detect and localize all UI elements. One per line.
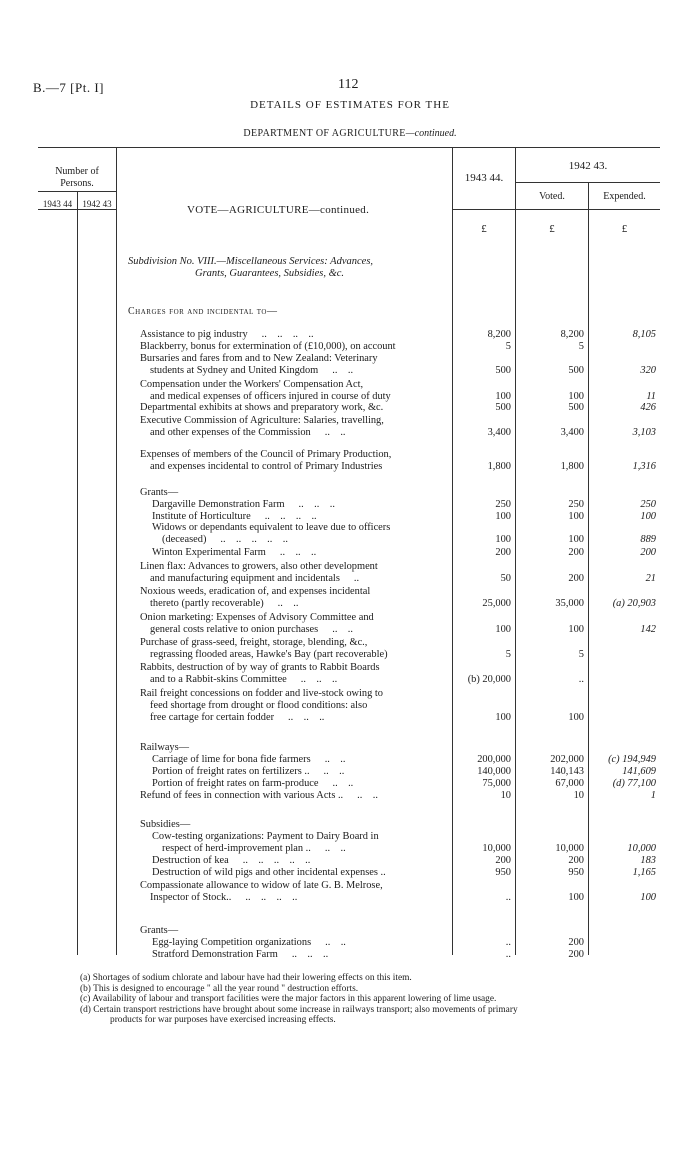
table-row — [0, 364, 700, 377]
voted-1942-43: 10,000 — [555, 843, 584, 854]
expended-1942-43: 8,105 — [632, 329, 656, 340]
voted-1942-43: 3,400 — [560, 427, 584, 438]
voted-1942-43: 950 — [568, 867, 584, 878]
expended-1942-43: 1,316 — [632, 461, 656, 472]
table-row — [0, 623, 700, 636]
voted-1942-43: 100 — [568, 391, 584, 402]
item-description — [140, 546, 457, 559]
footnote: (d) Certain transport restrictions have brought about some increase in railways transport; also movements of primary — [80, 1004, 518, 1015]
item-text: Refund of fees in connection with various Acts .. — [140, 790, 344, 801]
estimate-1943-44: 200 — [495, 547, 511, 558]
leader-dots: .. .. .. — [298, 499, 335, 510]
page-number: 112 — [338, 77, 359, 92]
expended-1942-43: 21 — [645, 573, 656, 584]
expended-header: Expended. — [603, 191, 646, 202]
table-row — [0, 546, 700, 559]
voted-1942-43: 200 — [568, 547, 584, 558]
leader-dots: .. .. — [323, 766, 345, 777]
leader-dots: .. .. — [324, 427, 346, 438]
leader-dots: .. .. .. .. — [245, 892, 298, 903]
item-text: Stratford Demonstration Farm — [152, 949, 278, 960]
item-text: regrassing flooded areas, Hawke's Bay (part recoverable) — [150, 649, 388, 660]
item-text: Institute of Horticulture — [152, 511, 251, 522]
leader-dots: .. .. — [325, 937, 346, 948]
item-text: and to a Rabbit-skins Committee — [150, 674, 287, 685]
table-row — [0, 789, 700, 802]
table-row — [0, 866, 700, 879]
voted-1942-43: .. — [578, 674, 584, 685]
item-text: and expenses incidental to control of Primary Industries — [150, 461, 383, 472]
table-row — [0, 891, 700, 904]
leader-dots: .. .. .. .. — [264, 511, 317, 522]
item-text: Departmental exhibits at shows and preparatory work, &c. — [140, 402, 384, 413]
item-text: free cartage for certain fodder — [150, 712, 275, 723]
table-row — [0, 648, 700, 661]
item-description — [140, 673, 455, 686]
leader-dots: .. .. .. .. .. — [242, 855, 311, 866]
estimate-1943-44: 500 — [495, 402, 511, 413]
item-text: general costs relative to onion purchases — [150, 624, 319, 635]
item-description — [140, 789, 445, 802]
item-text: Carriage of lime for bona fide farmers — [152, 754, 311, 765]
department-name: DEPARTMENT OF AGRICULTURE — [243, 128, 406, 139]
item-text: Railways— — [140, 742, 190, 753]
expended-1942-43: 11 — [646, 391, 656, 402]
leader-dots: .. .. — [277, 598, 299, 609]
leader-dots: .. .. .. — [279, 547, 317, 558]
item-text: feed shortage from drought or flood conditions: also — [150, 700, 368, 711]
voted-1942-43: 67,000 — [555, 778, 584, 789]
leader-dots: .. .. — [324, 754, 346, 765]
estimate-1943-44: .. — [505, 949, 511, 960]
department-heading — [0, 128, 700, 139]
voted-1942-43: 100 — [568, 624, 584, 635]
item-description — [140, 460, 455, 473]
leader-dots: .. .. — [332, 624, 353, 635]
item-description — [140, 866, 457, 879]
leader-dots: .. — [353, 573, 360, 584]
item-text: Linen flax: Advances to growers, also other development — [140, 561, 378, 572]
estimate-1943-44: 5 — [505, 649, 511, 660]
item-text: and manufacturing equipment and incidentals — [150, 573, 340, 584]
estimate-1943-44: 200,000 — [477, 754, 511, 765]
expended-1942-43: 10,000 — [627, 843, 656, 854]
voted-1942-43: 100 — [568, 534, 584, 545]
estimate-1943-44: 3,400 — [487, 427, 511, 438]
item-text: Grants— — [140, 487, 179, 498]
item-text: Compensation under the Workers' Compensation Act, — [140, 379, 364, 390]
estimate-1943-44: 200 — [495, 855, 511, 866]
item-text: Onion marketing: Expenses of Advisory Committee and — [140, 612, 374, 623]
table-row — [0, 673, 700, 686]
voted-1942-43: 500 — [568, 365, 584, 376]
document-reference: B.—7 [Pt. I] — [33, 80, 104, 95]
item-text: Dargaville Demonstration Farm — [152, 499, 285, 510]
currency-current: £ — [481, 223, 487, 235]
leader-dots: .. .. .. — [300, 674, 338, 685]
expended-1942-43: (d) 77,100 — [612, 778, 656, 789]
expended-1942-43: 100 — [640, 511, 656, 522]
estimate-1943-44: 100 — [495, 511, 511, 522]
page-title: DETAILS OF ESTIMATES FOR THE — [250, 99, 450, 111]
voted-1942-43: 100 — [568, 511, 584, 522]
expended-1942-43: (a) 20,903 — [612, 598, 656, 609]
expended-1942-43: 889 — [640, 534, 656, 545]
estimate-1943-44: 10 — [500, 790, 511, 801]
expended-1942-43: 141,609 — [622, 766, 656, 777]
leader-dots: .. .. — [332, 778, 354, 789]
expended-1942-43: 1 — [650, 790, 656, 801]
item-text: Expenses of members of the Council of Primary Production, — [140, 449, 392, 460]
voted-1942-43: 200 — [568, 937, 584, 948]
voted-1942-43: 200 — [568, 855, 584, 866]
expended-1942-43: 250 — [640, 499, 656, 510]
estimate-1943-44: 100 — [495, 712, 511, 723]
estimate-1943-44: 100 — [495, 534, 511, 545]
item-text: Bursaries and fares from and to New Zealand: Veterinary — [140, 353, 378, 364]
item-description — [140, 891, 455, 904]
estimate-1943-44: 950 — [495, 867, 511, 878]
voted-1942-43: 100 — [568, 712, 584, 723]
item-text: Rail freight concessions on fodder and live-stock owing to — [140, 688, 383, 699]
item-text: and medical expenses of officers injured in course of duty — [150, 391, 391, 402]
item-text: Rabbits, destruction of by way of grants to Rabbit Boards — [140, 662, 380, 673]
item-text: Destruction of kea — [152, 855, 229, 866]
voted-1942-43: 1,800 — [560, 461, 584, 472]
estimate-1943-44: 100 — [495, 624, 511, 635]
item-text: Portion of freight rates on farm-produce — [152, 778, 319, 789]
expended-1942-43: 200 — [640, 547, 656, 558]
item-text: Subsidies— — [140, 819, 191, 830]
item-description — [140, 572, 455, 585]
voted-1942-43: 140,143 — [550, 766, 584, 777]
item-description — [140, 711, 455, 724]
item-description — [140, 401, 445, 414]
voted-1942-43: 5 — [578, 341, 584, 352]
estimate-1943-44: 5 — [505, 341, 511, 352]
leader-dots: .. .. .. — [291, 949, 329, 960]
item-text: students at Sydney and United Kingdom — [150, 365, 319, 376]
estimate-1943-44: .. — [505, 937, 511, 948]
footnote: (b) This is designed to encourage " all the year round " destruction efforts. — [80, 983, 359, 994]
currency-expended: £ — [621, 223, 628, 235]
item-text: Assistance to pig industry — [140, 329, 248, 340]
item-text: Widows or dependants equivalent to leave due to officers — [152, 522, 391, 533]
voted-1942-43: 202,000 — [550, 754, 584, 765]
footnote: (c) Availability of labour and transport facilities were the major factors in this apparent lowering of lime usage. — [80, 994, 497, 1004]
table-row — [0, 401, 700, 414]
voted-1942-43: 200 — [568, 573, 584, 584]
item-description — [140, 597, 455, 610]
item-text: Cow-testing organizations: Payment to Dairy Board in — [152, 831, 379, 842]
voted-1942-43: 35,000 — [555, 598, 584, 609]
leader-dots: .. .. .. — [288, 712, 325, 723]
voted-1942-43: 200 — [568, 949, 584, 960]
item-text: Egg-laying Competition organizations — [152, 937, 312, 948]
estimate-1943-44: 8,200 — [487, 329, 511, 340]
estimate-1943-44: .. — [505, 892, 511, 903]
currency-voted: £ — [549, 223, 555, 235]
estimate-1943-44: 25,000 — [482, 598, 511, 609]
item-text: and other expenses of the Commission — [150, 427, 311, 438]
department-suffix: —continued. — [405, 128, 457, 139]
item-description — [140, 533, 467, 546]
estimate-1943-44: 10,000 — [482, 843, 511, 854]
item-description — [140, 648, 455, 661]
expended-1942-43: 320 — [640, 365, 656, 376]
estimate-1943-44: 1,800 — [487, 461, 511, 472]
leader-dots: .. .. .. .. — [261, 329, 314, 340]
previous-year-header-rule — [515, 182, 660, 183]
persons-header-rule — [38, 191, 117, 192]
voted-1942-43: 10 — [573, 790, 584, 801]
item-text: Noxious weeds, eradication of, and expenses incidental — [140, 586, 371, 597]
persons-year-rule — [38, 209, 117, 210]
expended-1942-43: 3,103 — [632, 427, 656, 438]
item-description — [140, 948, 457, 961]
leader-dots: .. .. — [357, 790, 378, 801]
expended-1942-43: 1,165 — [632, 867, 656, 878]
table-row — [0, 711, 700, 724]
estimate-1943-44: 50 — [500, 573, 511, 584]
item-text: Purchase of grass-seed, freight, storage, blending, &c., — [140, 637, 368, 648]
persons-year-previous: 1942 43 — [82, 199, 112, 209]
estimate-1943-44: 250 — [495, 499, 511, 510]
item-text: Inspector of Stock.. — [150, 892, 232, 903]
voted-1942-43: 500 — [568, 402, 584, 413]
subdivision-line-1: Subdivision No. VIII.—Miscellaneous Services: Advances, — [128, 256, 374, 267]
estimate-1943-44: 140,000 — [477, 766, 511, 777]
estimate-1943-44: 100 — [495, 391, 511, 402]
vote-title: VOTE—AGRICULTURE—continued. — [187, 204, 370, 216]
persons-year-current: 1943 44 — [42, 199, 73, 209]
item-description — [140, 426, 455, 439]
item-text: Blackberry, bonus for extermination of (£10,000), on account — [140, 341, 396, 352]
leader-dots: .. .. .. .. .. — [220, 534, 288, 545]
item-description — [140, 623, 455, 636]
table-row — [0, 948, 700, 961]
table-row — [0, 533, 700, 546]
expended-1942-43: 142 — [640, 624, 656, 635]
subdivision-line-2: Grants, Guarantees, Subsidies, &c. — [195, 268, 345, 279]
item-text: Destruction of wild pigs and other incidental expenses .. — [152, 867, 386, 878]
year-previous-header: 1942 43. — [568, 160, 608, 172]
item-text: Winton Experimental Farm — [152, 547, 266, 558]
item-text: respect of herd-improvement plan .. — [162, 843, 311, 854]
footnote: products for war purposes have exercised increasing effects. — [110, 1015, 336, 1025]
table-row — [0, 426, 700, 439]
leader-dots: .. .. — [324, 843, 346, 854]
estimate-1943-44: (b) 20,000 — [467, 674, 511, 685]
voted-1942-43: 8,200 — [560, 329, 584, 340]
voted-1942-43: 250 — [568, 499, 584, 510]
expended-1942-43: (c) 194,949 — [608, 754, 656, 765]
table-row — [0, 460, 700, 473]
amounts-header-rule — [452, 209, 660, 210]
item-text: Executive Commission of Agriculture: Salaries, travelling, — [140, 415, 384, 426]
voted-1942-43: 100 — [568, 892, 584, 903]
expended-1942-43: 100 — [640, 892, 656, 903]
year-current-header: 1943 44. — [464, 172, 504, 184]
voted-header: Voted. — [539, 191, 565, 202]
leader-dots: .. .. — [332, 365, 354, 376]
expended-1942-43: 426 — [640, 402, 656, 413]
footnote: (a) Shortages of sodium chlorate and labour have had their lowering effects on this item. — [80, 973, 412, 983]
table-top-rule — [38, 147, 660, 148]
charges-heading: Charges for and incidental to— — [128, 306, 278, 317]
item-text: (deceased) — [162, 534, 207, 545]
estimate-1943-44: 500 — [495, 365, 511, 376]
item-text: thereto (partly recoverable) — [150, 598, 264, 609]
estimate-1943-44: 75,000 — [482, 778, 511, 789]
item-text: Portion of freight rates on fertilizers .. — [152, 766, 310, 777]
voted-1942-43: 5 — [578, 649, 584, 660]
item-description — [140, 364, 455, 377]
table-row — [0, 572, 700, 585]
persons-column-header: Number of Persons. — [55, 166, 99, 189]
item-text: Compassionate allowance to widow of late G. B. Melrose, — [140, 880, 383, 891]
item-text: Grants— — [140, 925, 179, 936]
expended-1942-43: 183 — [640, 855, 656, 866]
table-row — [0, 597, 700, 610]
